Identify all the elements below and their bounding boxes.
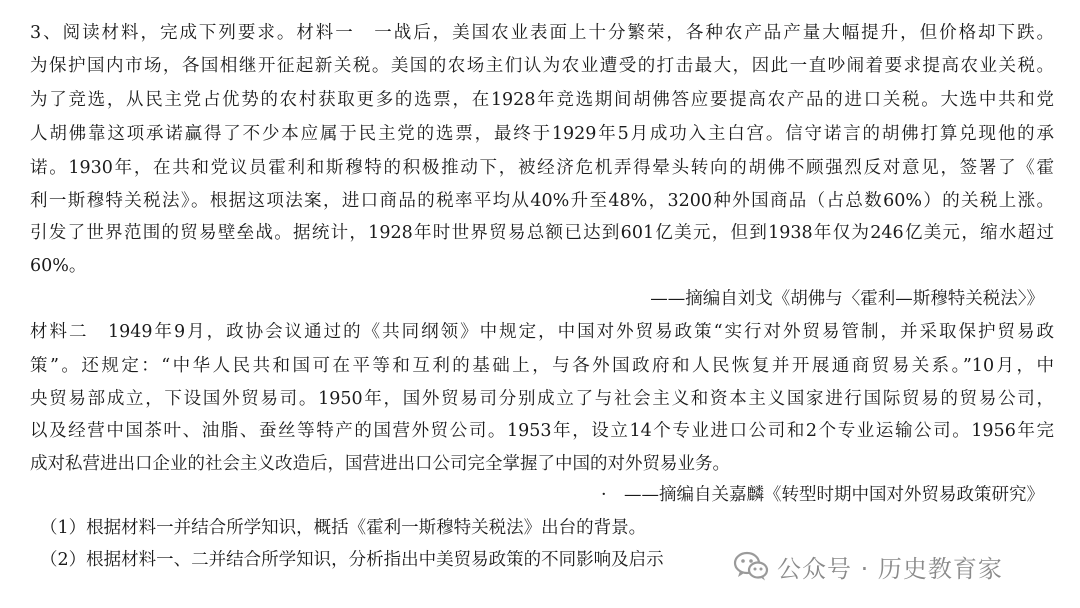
question-1: （1）根据材料一并结合所学知识，概括《霍利一斯穆特关税法》出台的背景。 (40, 518, 647, 538)
question-2: （2）根据材料一、二并结合所学知识，分析指出中美贸易政策的不同影响及启示 (40, 550, 664, 570)
material1-line-8: 60%。 (30, 256, 87, 276)
source-citation-2: · ——摘编自关嘉麟《转型时期中国对外贸易政策研究》 (600, 485, 1044, 505)
material2-line-3: 央贸易部成立，下设国外贸易司。1950年，国外贸易司分别成立了与社会主义和资本主义国家进行国际贸易的贸易公司， (30, 389, 1054, 409)
material2-line-2: 策”。还规定：“中华人民共和国可在平等和互利的基础上，与各外国政府和人民恢复并开展通商贸易关系。”10月，中 (30, 356, 1054, 376)
material1-line-1: 3、阅读材料，完成下列要求。材料一 一战后，美国农业表面上十分繁荣，各种农产品产量大幅提升，但价格却下跌。 (30, 23, 1054, 43)
material1-line-6: 利一斯穆特关税法》。根据这项法案，进口商品的税率平均从40%升至48%，3200种外国商品（占总数60%）的关税上涨。 (30, 191, 1054, 211)
wechat-icon (733, 550, 769, 582)
material1-line-5: 诺。1930年，在共和党议员霍利和斯穆特的积极推动下，被经济危机弄得晕头转向的胡佛不顾强烈反对意见，签署了《霍 (30, 158, 1054, 178)
material1-line-7: 引发了世界范围的贸易壁垒战。据统计，1928年时世界贸易总额已达到601亿美元，但到1938年仅为246亿美元，缩水超过 (30, 223, 1054, 243)
watermark-text: 公众号 · 历史教育家 (777, 554, 1003, 583)
material2-line-1: 材料二 1949年9月，政协会议通过的《共同纲领》中规定，中国对外贸易政策“实行对外贸易管制，并采取保护贸易政 (30, 322, 1054, 342)
material1-line-4: 人胡佛靠这项承诺赢得了不少本应属于民主党的选票，最终于1929年5月成功入主白宫。信守诺言的胡佛打算兑现他的承 (30, 124, 1054, 144)
material2-line-4: 以及经营中国茶叶、油脂、蚕丝等特产的国营外贸公司。1953年，设立14个专业进口公司和2个专业运输公司。1956年完 (30, 421, 1054, 441)
source-citation-1: ——摘编自刘戈《胡佛与〈霍利—斯穆特关税法〉》 (650, 289, 1044, 309)
material2-line-5: 成对私营进出口企业的社会主义改造后，国营进出口公司完全掌握了中国的对外贸易业务。 (30, 454, 730, 474)
material1-line-2: 为保护国内市场，各国相继开征起新关税。美国的农场主们认为农业遭受的打击最大，因此一直吵闹着要求提高农业关税。 (30, 56, 1054, 76)
watermark (733, 546, 1003, 586)
material1-line-3: 为了竞选，从民主党占优势的农村获取更多的选票，在1928年竞选期间胡佛答应要提高农产品的进口关税。大选中共和党 (30, 90, 1054, 110)
